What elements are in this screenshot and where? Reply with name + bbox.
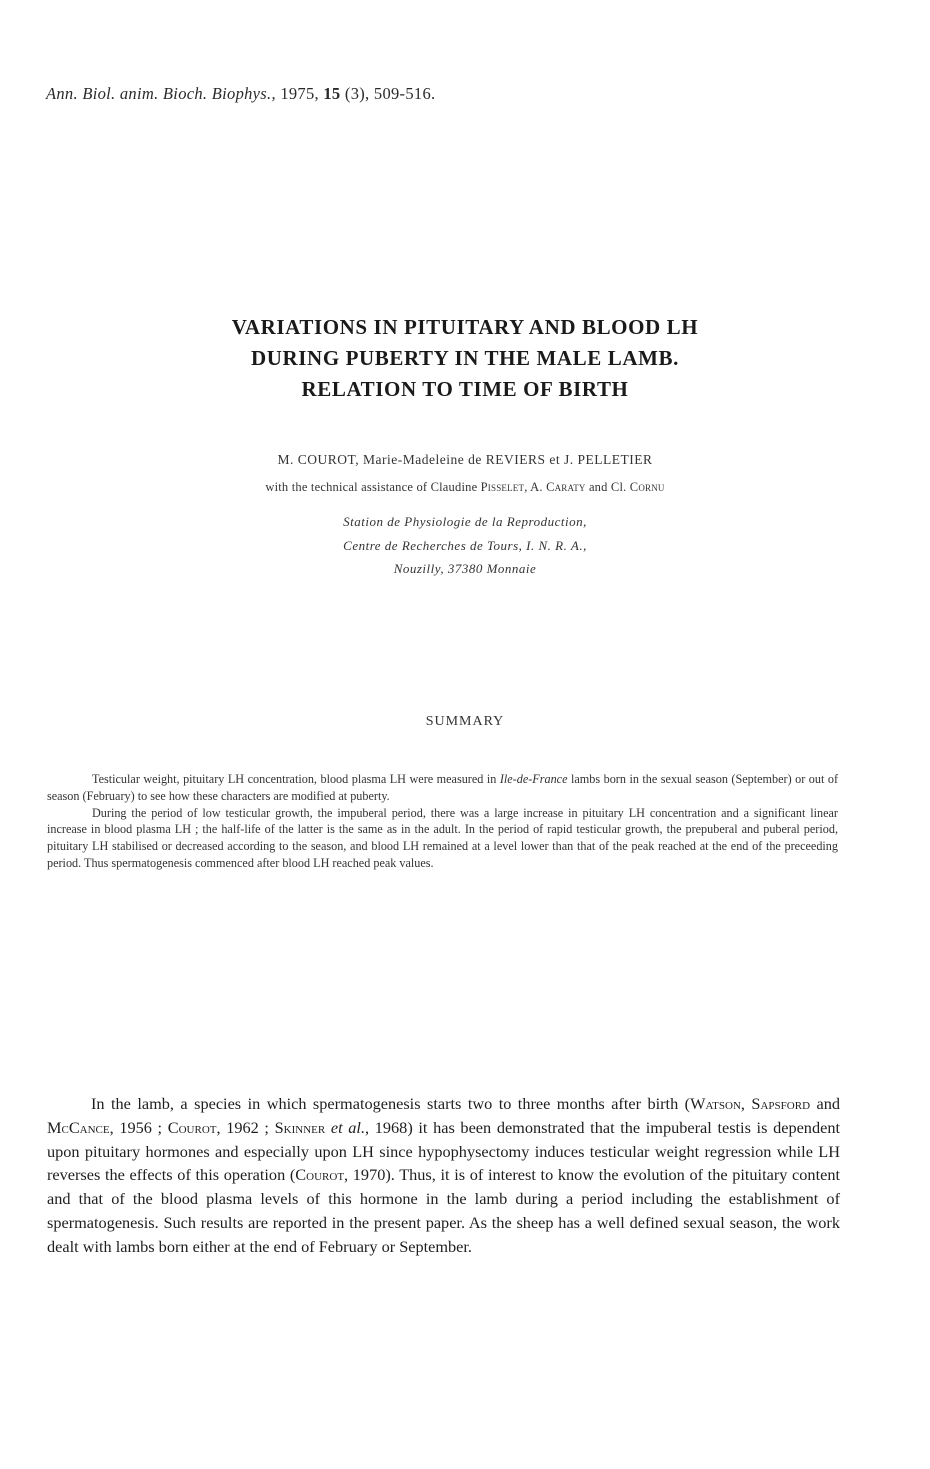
affiliation-line-3: Nouzilly, 37380 Monnaie	[393, 561, 537, 576]
author-list: M. COUROT, Marie-Madeleine de REVIERS et J. PELLETIER	[277, 452, 653, 467]
breed-name: Ile-de-France	[499, 772, 568, 786]
affiliation-line-2: Centre de Recherches de Tours, I. N. R. A.,	[343, 538, 587, 553]
journal-year: 1975,	[280, 84, 319, 103]
assistant-name: Cornu	[629, 480, 665, 494]
summary-text	[47, 771, 838, 872]
et-al: et al.	[330, 1117, 366, 1137]
body-paragraph: In the lamb, a species in which spermatogenesis starts two to three months after birth (Watson, Sapsford and McCance, 1956 ; Courot, 1962 ; Skinner et al., 1968) it has been demonstrated that the impuberal testis is dependent upon pituitary hormones and especially upon LH since hypophysectomy induces testicular weight regression while LH reverses the effects of this operation (Courot, 1970). Thus, it is of interest to know the evolution of the pituitary content and that of the blood plasma levels of this hormone in the lamb during a period including the establishment of spermatogenesis. Such results are reported in the present paper. As the sheep has a well defined sexual season, the work dealt with lambs born either at the end of February or September.	[47, 1094, 840, 1256]
summary-paragraph-2: During the period of low testicular growth, the impuberal period, there was a large increase in pituitary LH concentration and a significant linear increase in blood plasma LH ; the half-life of the latter is the same as in the adult. In the period of rapid testicular growth, the prepuberal and puberal period, pituitary LH stabilised or decreased according to the season, and blood LH remained at a level lower than that of the peak reached at the end of the preceeding period. Thus spermatogenesis commenced after blood LH reached peak values.	[47, 805, 838, 870]
journal-name: Ann. Biol. anim. Bioch. Biophys.,	[46, 84, 276, 103]
citation-author: Courot	[295, 1165, 345, 1185]
assistant-name: Pisselet	[480, 480, 525, 494]
citation-author: Courot	[167, 1117, 217, 1137]
citation-author: McCance	[47, 1117, 110, 1137]
title-line-3: RELATION TO TIME OF BIRTH	[301, 377, 629, 401]
paper-title	[60, 312, 870, 405]
journal-issue-pages: (3), 509-516.	[344, 84, 436, 103]
journal-volume: 15	[323, 84, 341, 103]
technical-assistance: with the technical assistance of Claudine Pisselet, A. Caraty and Cl. Cornu	[265, 480, 665, 494]
citation-author: Watson, Sapsford	[690, 1094, 811, 1113]
title-line-1: VARIATIONS IN PITUITARY AND BLOOD LH	[231, 315, 699, 339]
summary-heading: SUMMARY	[425, 714, 505, 729]
introduction-text	[47, 1092, 840, 1259]
affiliation-line-1: Station de Physiologie de la Reproduction,	[343, 514, 587, 529]
journal-citation	[46, 84, 666, 104]
citation-author: Skinner	[274, 1117, 326, 1137]
title-line-2: DURING PUBERTY IN THE MALE LAMB.	[250, 346, 679, 370]
assistant-name: Caraty	[546, 480, 586, 494]
summary-paragraph-1: Testicular weight, pituitary LH concentration, blood plasma LH were measured in Ile-de-France lambs born in the sexual season (September) or out of season (February) to see how these characters are modified at puberty.	[47, 772, 839, 803]
